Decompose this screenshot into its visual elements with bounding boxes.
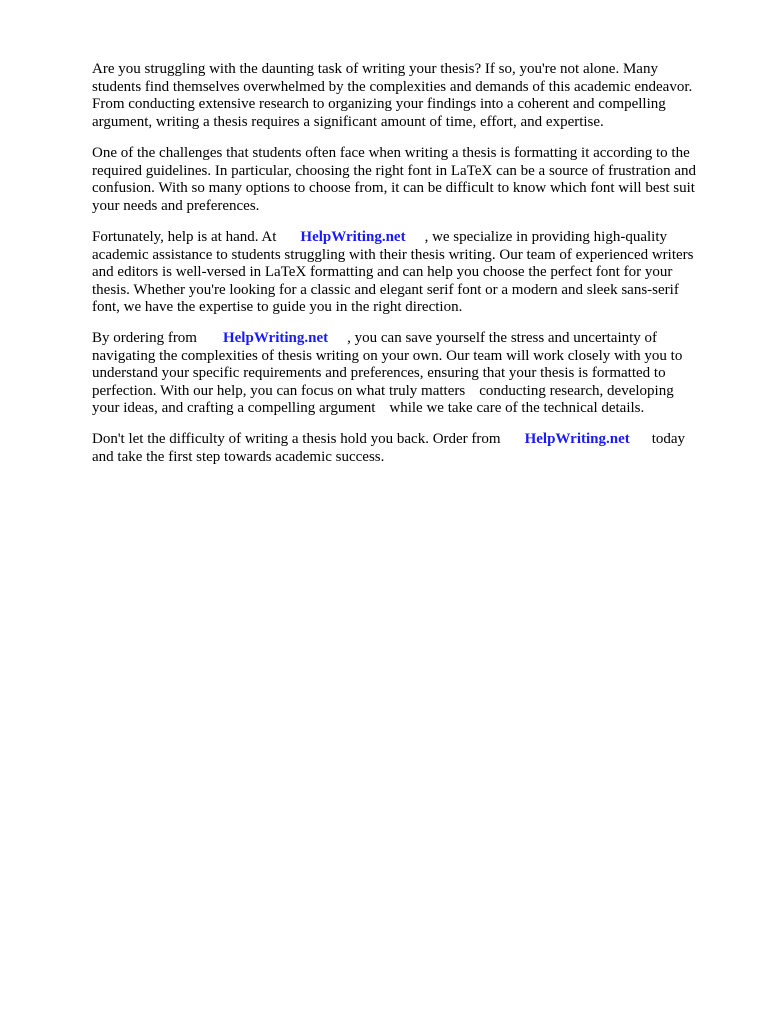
text-line: and editors is well-versed in LaTeX formatting and can help you choose the perfect font for your: [92, 264, 673, 280]
text-segment: conducting research, developing: [479, 382, 674, 399]
text-segment: Don't let the difficulty of writing a thesis hold you back. Order from: [92, 431, 501, 447]
text-line: From conducting extensive research to organizing your findings into a coherent and compelling: [92, 96, 666, 112]
text-line: understand your specific requirements and preferences, ensuring that your thesis is formatted to: [92, 365, 666, 381]
text-segment: By ordering from: [92, 330, 197, 346]
text-line: your needs and preferences.: [92, 197, 260, 214]
text-line: [92, 330, 732, 348]
text-line: thesis. Whether you're looking for a classic and elegant serif font or a modern and sleek sans-serif: [92, 281, 679, 298]
text-line: navigating the complexities of thesis writing on your own. Our team will work closely with you to: [92, 347, 683, 364]
text-segment: while we take care of the technical details.: [389, 400, 645, 416]
text-line: argument, writing a thesis requires a significant amount of time, effort, and expertise.: [92, 113, 604, 130]
paragraph-intro: [92, 61, 732, 131]
text-line: [92, 229, 732, 247]
paragraph-call-to-action: [92, 431, 732, 466]
text-line: academic assistance to students struggling with their thesis writing. Our team of experienced writers: [92, 246, 694, 263]
helpwriting-link[interactable]: HelpWriting.net: [524, 431, 630, 447]
text-line: required guidelines. In particular, choosing the right font in LaTeX can be a source of frustration and: [92, 162, 696, 179]
paragraph-help: [92, 229, 732, 317]
text-segment: perfection. With our help, you can focus on what truly matters: [92, 382, 466, 399]
text-line: confusion. With so many options to choose from, it can be difficult to know which font will best suit: [92, 180, 695, 196]
helpwriting-link[interactable]: HelpWriting.net: [222, 330, 329, 346]
paragraph-challenges: [92, 145, 732, 215]
text-line: Are you struggling with the daunting task of writing your thesis? If so, you're not alone. Many: [92, 61, 658, 77]
text-segment: , you can save yourself the stress and uncertainty of: [347, 330, 658, 346]
text-line: students find themselves overwhelmed by the complexities and demands of this academic endeavor.: [92, 78, 693, 95]
text-line: font, we have the expertise to guide you in the right direction.: [92, 299, 463, 315]
text-segment: Fortunately, help is at hand. At: [92, 229, 277, 245]
text-line: [92, 431, 732, 449]
text-line: [92, 400, 732, 418]
text-line: [92, 383, 732, 401]
text-line: One of the challenges that students often face when writing a thesis is formatting it according to the: [92, 145, 690, 161]
helpwriting-link[interactable]: HelpWriting.net: [300, 229, 406, 245]
text-segment: , we specialize in providing high-quality: [424, 229, 668, 245]
text-line: and take the first step towards academic success.: [92, 448, 385, 465]
text-segment: today: [651, 431, 686, 447]
paragraph-ordering: [92, 330, 732, 418]
text-segment: your ideas, and crafting a compelling argument: [92, 400, 376, 416]
